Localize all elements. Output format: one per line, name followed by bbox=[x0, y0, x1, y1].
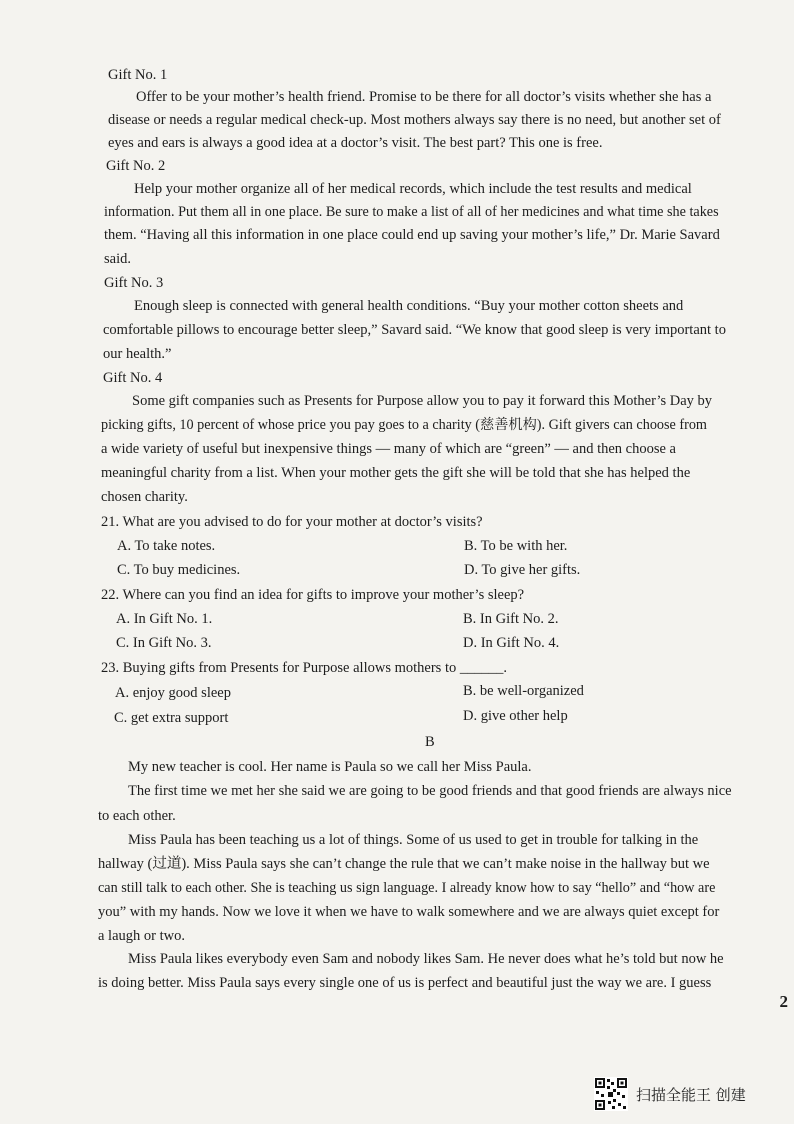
question-21-stem: 21. What are you advised to do for your mother at doctor’s visits? bbox=[101, 514, 483, 530]
question-23-option-d[interactable]: D. give other help bbox=[463, 708, 568, 724]
passage-b-line: The first time we met her she said we are going to be good friends and that good friends are always nice bbox=[128, 783, 732, 799]
question-23-stem: 23. Buying gifts from Presents for Purpose allows mothers to ______. bbox=[101, 660, 507, 676]
gift-1-title: Gift No. 1 bbox=[108, 67, 168, 83]
gift-3-line: our health.” bbox=[103, 346, 172, 362]
gift-2-line: them. “Having all this information in one place could end up saving your mother’s life,” Dr. Marie Savard bbox=[104, 227, 720, 243]
question-21-option-b[interactable]: B. To be with her. bbox=[464, 538, 568, 554]
gift-3-line: Enough sleep is connected with general health conditions. “Buy your mother cotton sheets and bbox=[134, 298, 684, 314]
gift-4-line: meaningful charity from a list. When your mother gets the gift she will be told that she has helped the bbox=[101, 465, 691, 481]
gift-4-line: a wide variety of useful but inexpensive things — many of which are “green” — and then choose a bbox=[101, 441, 676, 457]
question-22-option-c[interactable]: C. In Gift No. 3. bbox=[116, 635, 212, 651]
gift-1-line: eyes and ears is always a good idea at a doctor’s visit. The best part? This one is free. bbox=[108, 135, 603, 151]
question-23-option-c[interactable]: C. get extra support bbox=[114, 710, 229, 726]
passage-b-line: can still talk to each other. She is teaching us sign language. I already know how to say “hello” and “how are bbox=[98, 880, 716, 896]
gift-4-title: Gift No. 4 bbox=[103, 370, 163, 386]
scanner-app-label: 扫描全能王 创建 bbox=[636, 1085, 746, 1104]
gift-3-title: Gift No. 3 bbox=[104, 275, 164, 291]
gift-2-title: Gift No. 2 bbox=[106, 158, 166, 174]
gift-1-line: Offer to be your mother’s health friend. Promise to be there for all doctor’s visits whether she has a bbox=[136, 89, 712, 105]
passage-b-line: is doing better. Miss Paula says every single one of us is perfect and beautiful just the way we are. I guess bbox=[98, 975, 712, 991]
question-21-option-c[interactable]: C. To buy medicines. bbox=[117, 562, 241, 578]
gift-4-line: chosen charity. bbox=[101, 489, 188, 505]
question-23-option-b[interactable]: B. be well-organized bbox=[463, 683, 584, 699]
qr-code-icon bbox=[594, 1077, 628, 1111]
question-21-option-a[interactable]: A. To take notes. bbox=[117, 538, 216, 554]
gift-2-line: said. bbox=[104, 251, 131, 267]
gift-2-line: information. Put them all in one place. Be sure to make a list of all of her medicines and what time she takes bbox=[104, 204, 719, 220]
page-number: 2 bbox=[779, 992, 788, 1011]
passage-b-line: My new teacher is cool. Her name is Paula so we call her Miss Paula. bbox=[128, 759, 532, 775]
gift-1-line: disease or needs a regular medical check-up. Most mothers always say there is no need, but another set of bbox=[108, 112, 721, 128]
gift-4-line: Some gift companies such as Presents for Purpose allow you to pay it forward this Mother’s Day by bbox=[132, 393, 713, 409]
passage-b-line: Miss Paula likes everybody even Sam and nobody likes Sam. He never does what he’s told but now he bbox=[128, 951, 724, 967]
gift-2-line: Help your mother organize all of her medical records, which include the test results and medical bbox=[134, 181, 692, 197]
scanner-watermark bbox=[594, 1075, 790, 1113]
question-22-option-b[interactable]: B. In Gift No. 2. bbox=[463, 611, 559, 627]
question-22-option-d[interactable]: D. In Gift No. 4. bbox=[463, 635, 560, 651]
passage-b-line: hallway (过道). Miss Paula says she can’t change the rule that we can’t make noise in the hallway but we bbox=[98, 856, 710, 872]
question-21-option-d[interactable]: D. To give her gifts. bbox=[464, 562, 581, 578]
passage-b-line: Miss Paula has been teaching us a lot of things. Some of us used to get in trouble for talking in the bbox=[128, 832, 699, 848]
section-b-heading: B bbox=[425, 734, 435, 750]
passage-b-line: a laugh or two. bbox=[98, 928, 185, 944]
gift-4-line: picking gifts, 10 percent of whose price you pay goes to a charity (慈善机构). Gift givers can choose from bbox=[101, 417, 707, 433]
passage-b-line: to each other. bbox=[98, 808, 176, 824]
passage-b-line: you” with my hands. Now we love it when we have to walk somewhere and we are always quiet except for bbox=[98, 904, 720, 920]
question-22-stem: 22. Where can you find an idea for gifts to improve your mother’s sleep? bbox=[101, 587, 525, 603]
gift-3-line: comfortable pillows to encourage better sleep,” Savard said. “We know that good sleep is very important to bbox=[103, 322, 726, 338]
question-23-option-a[interactable]: A. enjoy good sleep bbox=[115, 685, 231, 701]
question-22-option-a[interactable]: A. In Gift No. 1. bbox=[116, 611, 213, 627]
